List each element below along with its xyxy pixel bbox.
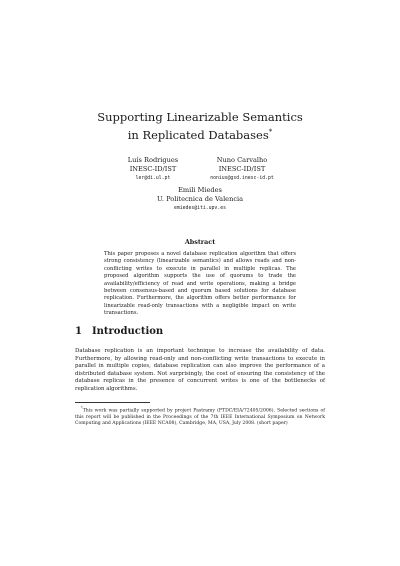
author-2-affiliation: INESC-ID/IST — [218, 165, 266, 173]
author-3-name: Emili Miedes — [178, 186, 222, 194]
author-3-email: emiedes@iti.upv.es — [174, 206, 226, 211]
author-3-affiliation: U. Politecnica de Valencia — [156, 195, 244, 203]
paper-title — [90, 110, 310, 143]
author-2-name: Nuno Carvalho — [216, 156, 268, 164]
author-3 — [120, 186, 280, 213]
section-heading — [75, 326, 163, 337]
abstract-text: This paper proposes a novel database replication algorithm that offers strong consistency (linearizable semantics) and allows reads and non-conflicting writes to execute in parallel in multiple replicas. The proposed algorithm supports the use of quorums to trade the availability/efficiency of read and write operations, making a bridge between consensus-based and quorum based solutions for database replication. Furthermore, the algorithm offers better performance for linearizable read-only transactions with a negligible impact on write transactions. — [104, 251, 296, 317]
abstract-heading: Abstract — [184, 238, 216, 246]
title-footnote-mark: * — [268, 128, 273, 136]
footnote — [75, 405, 325, 428]
author-1 — [108, 156, 198, 183]
paper-title-text: Supporting Linearizable Semantics in Replicated Databases — [97, 110, 303, 142]
author-1-name: Luís Rodrigues — [127, 156, 179, 164]
footnote-mark: * — [81, 406, 83, 410]
author-1-email: ler@di.ul.pt — [135, 176, 171, 181]
body-paragraph: Database replication is an important technique to increase the availability of data. Furthermore, by allowing read-only and non-conflicting write transactions to execute in parallel in multiple copies, database replication can also improve the performance of a distributed database system. Not surprisingly, the cost of ensuring the consistency of the database replicas in the presence of concurrent writes is one of the bottlenecks of replication algorithms. — [75, 348, 325, 392]
author-2 — [197, 156, 287, 183]
footnote-rule — [75, 402, 150, 403]
section-number: 1 — [75, 326, 82, 337]
footnote-text: This work was partially supported by project Pastramy (PTDC/EIA/72405/2006). Selected sections of this report will be published in the Proceedings of the 7th IEEE International Symposium on Network Computing and Applications (IEEE NCA08), Cambridge, MA, USA, July 2008. (short paper) — [75, 408, 325, 427]
author-1-affiliation: INESC-ID/IST — [129, 165, 177, 173]
section-title: Introduction — [91, 326, 164, 337]
author-2-email: nonius@gsd.inesc-id.pt — [210, 176, 274, 181]
